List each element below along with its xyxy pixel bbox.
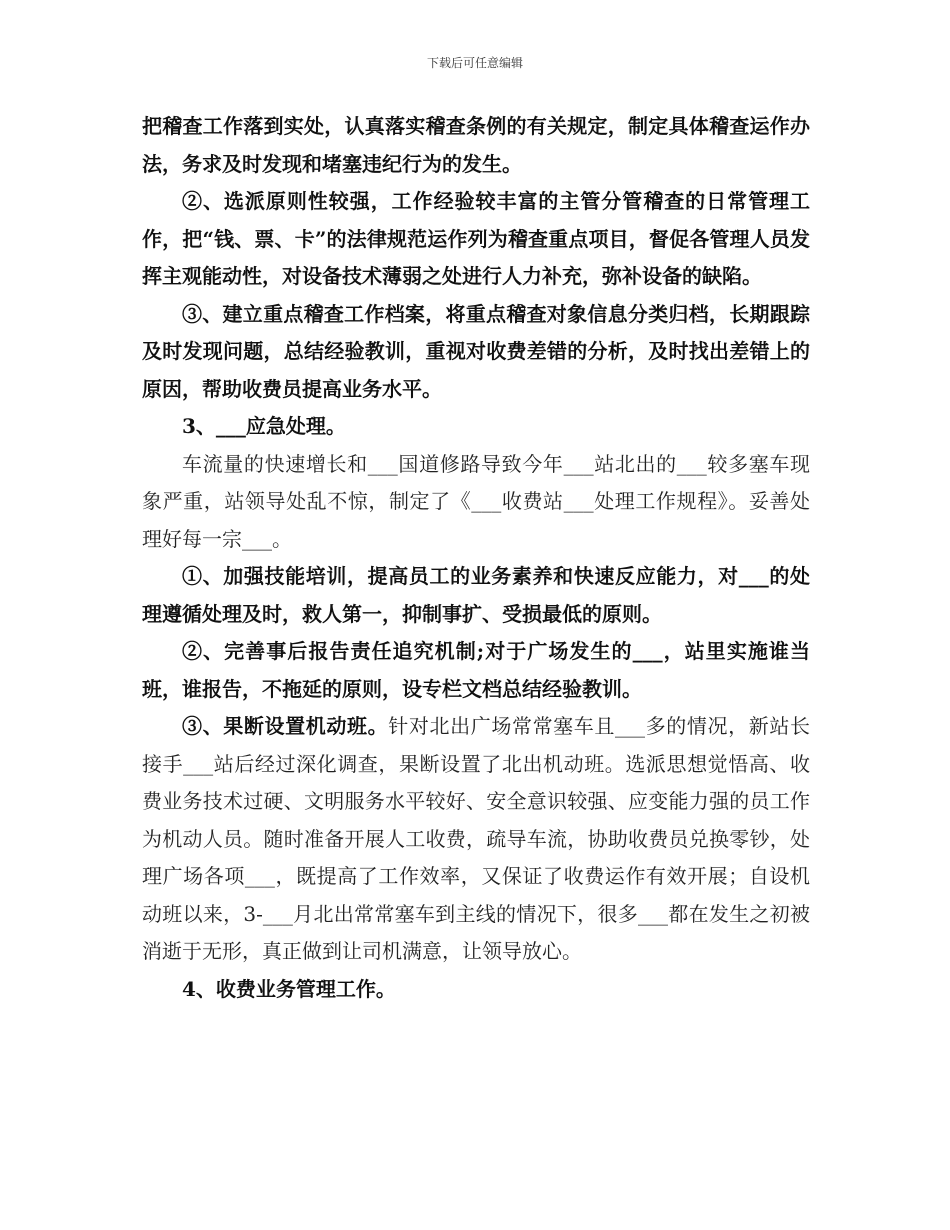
document-body (142, 108, 810, 1008)
paragraph-3: ③、建立重点稽查工作档案，将重点稽查对象信息分类归档，长期跟踪及时发现问题，总结经验教训，重视对收费差错的分析，及时找出差错上的原因，帮助收费员提高业务水平。 (142, 301, 810, 401)
section-heading-3: 3、___应急处理。 (182, 414, 346, 438)
paragraph-2: ②、选派原则性较强，工作经验较丰富的主管分管稽查的日常管理工作，把“钱、票、卡”的法律规范运作列为稽查重点项目，督促各管理人员发挥主观能动性，对设备技术薄弱之处进行人力补充，弥补设备的缺陷。 (142, 189, 810, 288)
paragraph-4: 车流量的快速增长和___国道修路导致今年___站北出的___较多塞车现象严重，站领导处乱不惊，制定了《___收费站___处理工作规程》。妥善处理好每一宗___。 (142, 451, 810, 551)
page-header: 下载后可任意编辑 (426, 56, 523, 70)
paragraph-6: ②、完善事后报告责任追究机制;对于广场发生的___，站里实施谁当班，谁报告，不拖延的原则，设专栏文档总结经验教训。 (142, 639, 810, 701)
paragraph-5: ①、加强技能培训，提高员工的业务素养和快速反应能力，对___的处理遵循处理及时，救人第一，抑制事扩、受损最低的原则。 (142, 564, 810, 626)
paragraph-7-lead: ③、果断设置机动班。 (182, 714, 389, 738)
section-heading-4: 4、收费业务管理工作。 (182, 976, 396, 1001)
paragraph-7-body: 针对北出广场常常塞车且___多的情况，新站长接手___站后经过深化调查，果断设置了北出机动班。选派思想觉悟高、收费业务技术过硬、文明服务水平较好、安全意识较强、应变能力强的员工作为机动人员。随时准备开展人工收费，疏导车流，协助收费员兑换零钞，处理广场各项___，既提高了工作效率，又保证了收费运作有效开展；自设机动班以来，3-___月北出常常塞车到主线的情况下，很多___都在发生之初被消逝于无形，真正做到让司机满意，让领导放心。 (142, 714, 811, 963)
paragraph-7 (142, 708, 810, 971)
paragraph-1: 把稽查工作落到实处，认真落实稽查条例的有关规定，制定具体稽查运作办法，务求及时发现和堵塞违纪行为的发生。 (142, 114, 810, 176)
